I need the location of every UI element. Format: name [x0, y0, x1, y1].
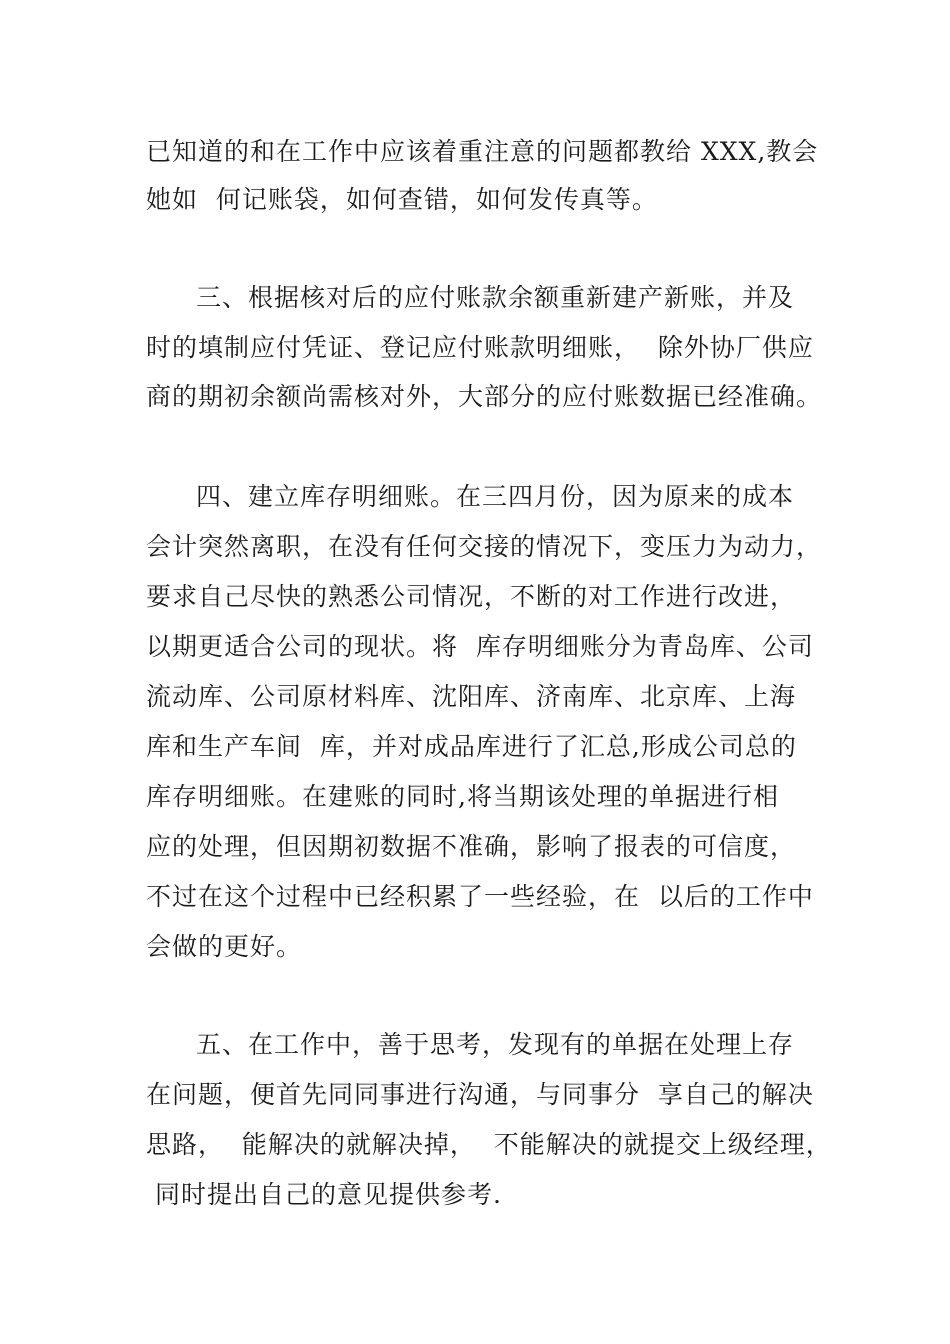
text-line: 应的处理，但因期初数据不准确，影响了报表的可信度， — [146, 832, 797, 861]
text-line: 思路， 能解决的就解决掉， 不能解决的就提交上级经理， — [146, 1130, 832, 1159]
text-line: 已知道的和在工作中应该着重注意的问题都教给 XXX,教会 — [146, 137, 819, 166]
paragraph-first-line: 四、建立库存明细账。在三四月份，因为原来的成本 — [196, 482, 795, 511]
paragraph-first-line: 三、根据核对后的应付账款余额重新建产新账，并及 — [196, 283, 795, 312]
text-line: 要求自己尽快的熟悉公司情况，不断的对工作进行改进， — [146, 582, 797, 611]
paragraph-first-line: 五、在工作中，善于思考，发现有的单据在处理上存 — [196, 1030, 795, 1059]
text-line: 以期更适合公司的现状。将 库存明细账分为青岛库、公司 — [146, 632, 814, 661]
text-line: 库和生产车间 库，并对成品库进行了汇总,形成公司总的 — [146, 732, 797, 761]
text-line: 会做的更好。 — [146, 932, 303, 961]
text-line: 时的填制应付凭证、登记应付账款明细账， 除外协厂供应 — [146, 333, 814, 362]
text-line: 在问题，便首先同同事进行沟通，与同事分 享自己的解决 — [146, 1080, 814, 1109]
text-line: 流动库、公司原材料库、沈阳库、济南库、北京库、上海 — [146, 682, 797, 711]
text-line: 商的期初余额尚需核对外，大部分的应付账数据已经准确。 — [146, 382, 823, 411]
text-line: 库存明细账。在建账的同时,将当期该处理的单据进行相 — [146, 782, 779, 811]
text-line: 她如 何记账袋，如何查错，如何发传真等。 — [146, 185, 658, 214]
text-line: 同时提出自己的意见提供参考. — [146, 1180, 502, 1209]
text-line: 会计突然离职，在没有任何交接的情况下，变压力为动力， — [146, 532, 823, 561]
text-line: 不过在这个过程中已经积累了一些经验，在 以后的工作中 — [146, 882, 814, 911]
